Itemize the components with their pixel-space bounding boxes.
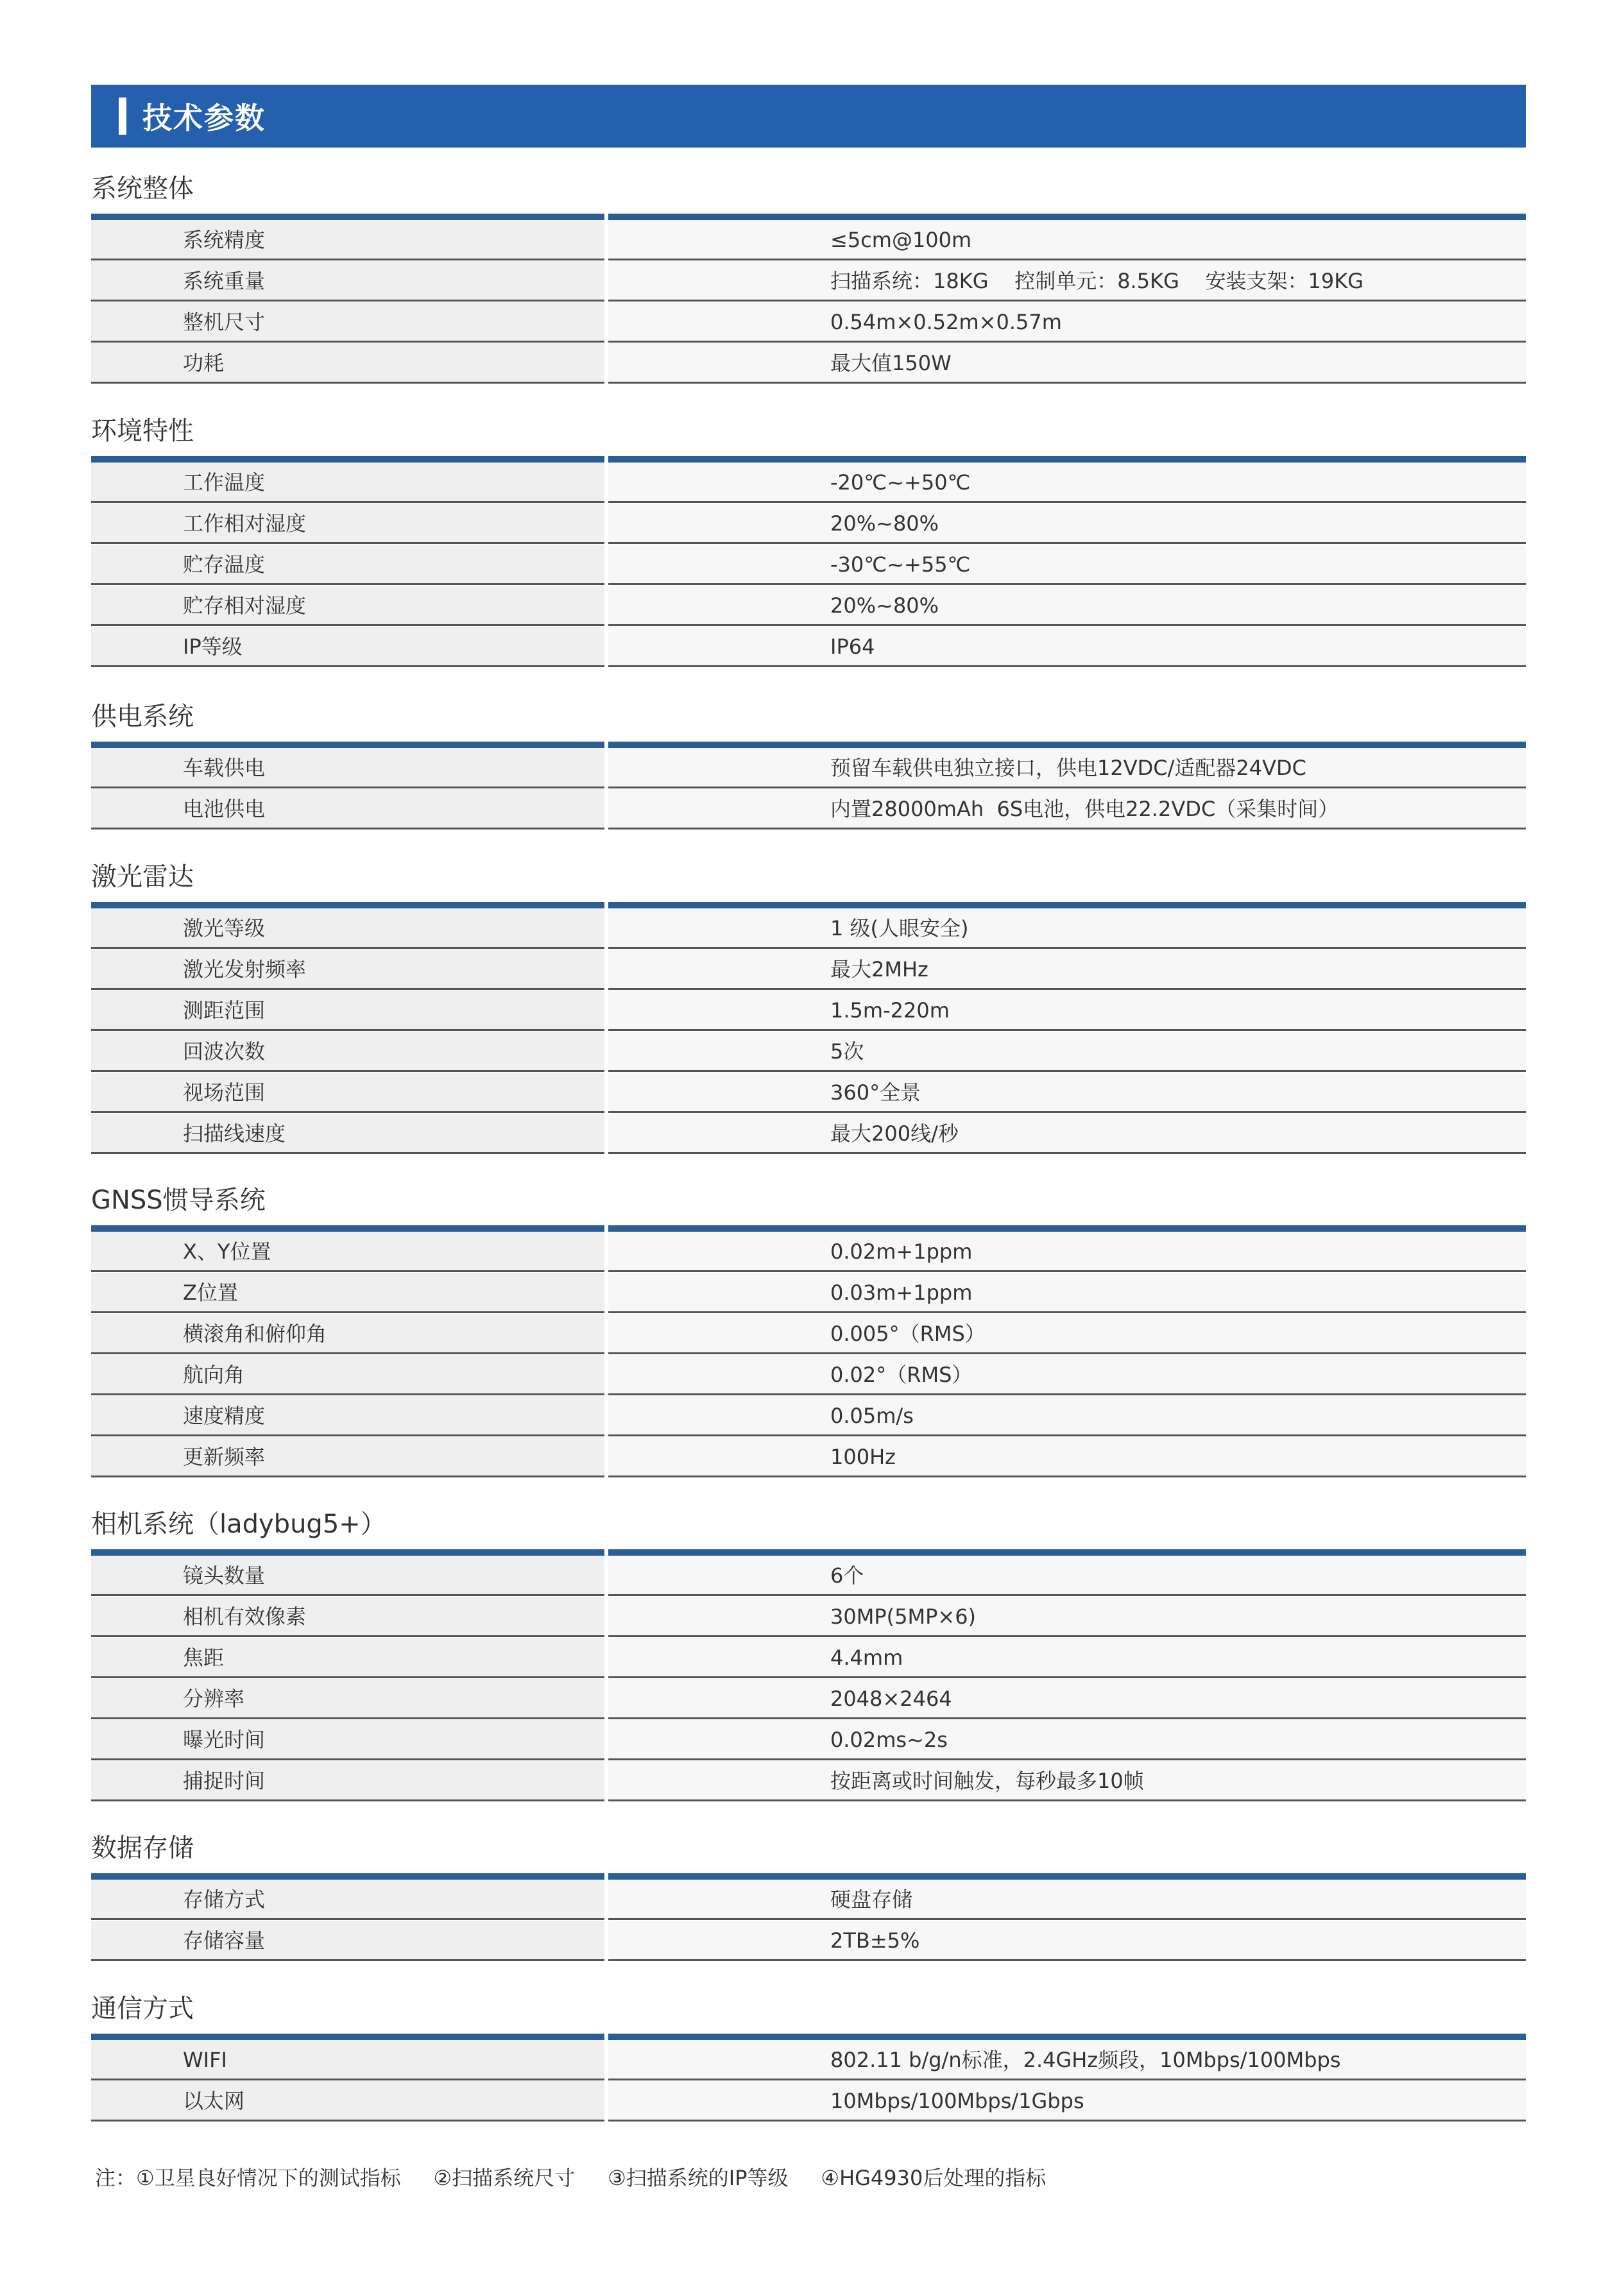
spec-value-cell: [608, 908, 1526, 949]
spec-value-cell: [608, 1720, 1526, 1760]
spec-label-cell: [91, 1232, 604, 1272]
spec-label-cell: [91, 949, 604, 990]
spec-label: 功耗: [183, 351, 225, 375]
spec-label: 贮存温度: [183, 552, 266, 577]
spec-value-cell: [608, 1437, 1526, 1477]
spec-value-cell: [608, 2081, 1526, 2122]
spec-value: 100Hz: [830, 1445, 896, 1469]
banner-accent-bar: [119, 98, 126, 135]
spec-label: 系统重量: [183, 269, 266, 293]
section-header-rule: [91, 742, 1526, 748]
spec-label-cell: [91, 908, 604, 949]
spec-row: [91, 1638, 1526, 1679]
spec-value-cell: [608, 991, 1526, 1031]
spec-value-cell: [608, 1073, 1526, 1113]
spec-label: 捕捉时间: [183, 1769, 266, 1793]
spec-value: 内置28000mAh 6S电池，供电22.2VDC（采集时间）: [830, 797, 1339, 821]
spec-row: [91, 1073, 1526, 1114]
spec-value-cell: [608, 220, 1526, 260]
spec-label-cell: [91, 1679, 604, 1719]
spec-value-cell: [608, 1273, 1526, 1313]
spec-value: 20%~80%: [830, 511, 939, 536]
spec-value: 1.5m-220m: [830, 998, 950, 1023]
spec-row: [91, 949, 1526, 991]
spec-label: 相机有效像素: [183, 1604, 307, 1629]
spec-row: [91, 1597, 1526, 1638]
spec-row: [91, 1679, 1526, 1720]
spec-row: [91, 2081, 1526, 2122]
section-header-rule: [91, 2034, 1526, 2040]
spec-row: [91, 1232, 1526, 1273]
spec-label: 工作温度: [183, 470, 266, 495]
spec-row: [91, 1556, 1526, 1597]
spec-label: 扫描线速度: [183, 1121, 286, 1146]
spec-label: 速度精度: [183, 1404, 266, 1428]
section-title: 激光雷达: [91, 862, 194, 892]
section-title: GNSS惯导系统: [91, 1186, 266, 1215]
spec-label: Z位置: [183, 1280, 238, 1305]
spec-label: 整机尺寸: [183, 310, 266, 334]
spec-label-cell: [91, 1880, 604, 1920]
spec-value: 0.02ms~2s: [830, 1728, 948, 1752]
spec-value-cell: [608, 1355, 1526, 1395]
spec-value: -30℃~+55℃: [830, 552, 971, 577]
spec-label: 镜头数量: [183, 1563, 266, 1588]
spec-value: 0.54m×0.52m×0.57m: [830, 310, 1062, 334]
spec-row: [91, 1921, 1526, 1962]
spec-label-cell: [91, 302, 604, 343]
spec-label: 曝光时间: [183, 1728, 266, 1752]
rule-right: [608, 902, 1526, 908]
spec-row: [91, 1761, 1526, 1802]
spec-label: 贮存相对湿度: [183, 593, 307, 618]
spec-value-cell: [608, 302, 1526, 343]
spec-label-cell: [91, 2081, 604, 2122]
spec-label: 更新频率: [183, 1445, 266, 1469]
spec-label-cell: [91, 1032, 604, 1072]
spec-value: 0.05m/s: [830, 1404, 914, 1428]
section-title: 环境特性: [91, 416, 194, 446]
spec-value: 10Mbps/100Mbps/1Gbps: [830, 2089, 1084, 2113]
spec-value-cell: [608, 1556, 1526, 1596]
spec-label: 横滚角和俯仰角: [183, 1322, 327, 1346]
spec-row: [91, 789, 1526, 830]
spec-value-cell: [608, 789, 1526, 829]
spec-label-cell: [91, 2040, 604, 2080]
spec-row: [91, 1355, 1526, 1396]
spec-value: 6个: [830, 1563, 864, 1588]
spec-label: X、Y位置: [183, 1239, 271, 1264]
spec-value: 预留车载供电独立接口，供电12VDC/适配器24VDC: [830, 756, 1306, 780]
spec-value: 最大值150W: [830, 351, 952, 375]
rule-left: [91, 742, 604, 748]
spec-row: [91, 343, 1526, 384]
spec-section: [91, 1984, 1526, 2122]
spec-value-cell: [608, 545, 1526, 585]
spec-label-cell: [91, 1114, 604, 1154]
spec-label-cell: [91, 220, 604, 260]
spec-value: 2TB±5%: [830, 1928, 920, 1953]
spec-label: 分辨率: [183, 1687, 245, 1711]
spec-section: [91, 852, 1526, 1155]
section-header-rule: [91, 456, 1526, 463]
spec-value-cell: [608, 1761, 1526, 1801]
spec-value-cell: [608, 949, 1526, 990]
spec-label: 车载供电: [183, 756, 266, 780]
section-title: 通信方式: [91, 1994, 194, 2023]
spec-value: 1 级(人眼安全): [830, 916, 969, 940]
spec-row: [91, 2040, 1526, 2081]
spec-section: [91, 692, 1526, 830]
spec-value-cell: [608, 1114, 1526, 1154]
spec-row: [91, 545, 1526, 586]
rule-right: [608, 1225, 1526, 1232]
section-title: 供电系统: [91, 702, 194, 731]
rule-left: [91, 214, 604, 220]
spec-label-cell: [91, 1437, 604, 1477]
footnote: 注：①卫星良好情况下的测试指标 ②扫描系统尺寸 ③扫描系统的IP等级 ④HG4930后处理的指标: [95, 2166, 1047, 2190]
spec-label: 视场范围: [183, 1080, 266, 1105]
spec-row: [91, 1396, 1526, 1437]
rule-right: [608, 1873, 1526, 1880]
spec-value: 360°全景: [830, 1080, 921, 1105]
spec-section: [91, 1175, 1526, 1478]
spec-row: [91, 1437, 1526, 1478]
spec-row: [91, 302, 1526, 343]
spec-row: [91, 1273, 1526, 1314]
spec-row: [91, 1314, 1526, 1355]
spec-row: [91, 1032, 1526, 1073]
spec-label: 系统精度: [183, 228, 266, 252]
spec-value: 0.005°（RMS）: [830, 1322, 986, 1346]
spec-value-cell: [608, 1679, 1526, 1719]
spec-label: 航向角: [183, 1363, 245, 1387]
spec-row: [91, 463, 1526, 504]
spec-value: 0.02°（RMS）: [830, 1363, 973, 1387]
spec-row: [91, 991, 1526, 1032]
spec-section: [91, 406, 1526, 668]
spec-value-cell: [608, 627, 1526, 667]
spec-row: [91, 261, 1526, 302]
spec-row: [91, 504, 1526, 545]
spec-label-cell: [91, 1761, 604, 1801]
spec-value: 按距离或时间触发，每秒最多10帧: [830, 1769, 1144, 1793]
spec-value: 5次: [830, 1039, 864, 1064]
spec-row: [91, 1720, 1526, 1761]
spec-label-cell: [91, 504, 604, 544]
rule-right: [608, 214, 1526, 220]
spec-label: WIFI: [183, 2048, 227, 2072]
spec-label-cell: [91, 343, 604, 384]
spec-value-cell: [608, 1314, 1526, 1354]
spec-label: 焦距: [183, 1645, 225, 1670]
spec-value-cell: [608, 1396, 1526, 1436]
spec-label: IP等级: [183, 634, 243, 659]
section-header-rule: [91, 214, 1526, 220]
spec-label-cell: [91, 991, 604, 1031]
spec-section: [91, 1823, 1526, 1962]
spec-label: 回波次数: [183, 1039, 266, 1064]
spec-value: 802.11 b/g/n标准，2.4GHz频段，10Mbps/100Mbps: [830, 2048, 1341, 2072]
spec-value-cell: [608, 343, 1526, 384]
spec-label-cell: [91, 1314, 604, 1354]
spec-value: 30MP(5MP×6): [830, 1604, 977, 1629]
rule-left: [91, 1225, 604, 1232]
spec-label-cell: [91, 1921, 604, 1961]
spec-section: [91, 164, 1526, 384]
page-title: 技术参数: [142, 101, 266, 135]
spec-row: [91, 220, 1526, 261]
spec-value-cell: [608, 1597, 1526, 1637]
spec-label-cell: [91, 789, 604, 829]
section-title: 数据存储: [91, 1833, 194, 1863]
spec-row: [91, 748, 1526, 789]
spec-value-cell: [608, 261, 1526, 302]
spec-value-cell: [608, 1232, 1526, 1272]
spec-label-cell: [91, 1556, 604, 1596]
rule-right: [608, 1549, 1526, 1556]
spec-value: 20%~80%: [830, 593, 939, 618]
spec-value-cell: [608, 748, 1526, 788]
rule-right: [608, 742, 1526, 748]
spec-label-cell: [91, 1073, 604, 1113]
spec-label-cell: [91, 1273, 604, 1313]
section-title: 相机系统（ladybug5+）: [91, 1509, 386, 1539]
spec-value-cell: [608, 1638, 1526, 1678]
rule-right: [608, 456, 1526, 463]
spec-row: [91, 586, 1526, 627]
spec-section: [91, 1499, 1526, 1802]
spec-row: [91, 1114, 1526, 1155]
spec-row: [91, 908, 1526, 949]
spec-label-cell: [91, 463, 604, 503]
spec-label: 工作相对湿度: [183, 511, 307, 536]
spec-value-cell: [608, 1880, 1526, 1920]
spec-label-cell: [91, 1638, 604, 1678]
section-header-rule: [91, 1873, 1526, 1880]
section-header-rule: [91, 1225, 1526, 1232]
spec-label-cell: [91, 1597, 604, 1637]
section-header-rule: [91, 902, 1526, 908]
spec-label: 电池供电: [183, 797, 266, 821]
spec-value: 0.03m+1ppm: [830, 1280, 973, 1305]
header-banner: [91, 85, 1526, 148]
spec-label: 存储容量: [183, 1928, 266, 1953]
spec-value-cell: [608, 2040, 1526, 2080]
spec-value: 0.02m+1ppm: [830, 1239, 973, 1264]
spec-label-cell: [91, 586, 604, 626]
section-title: 系统整体: [91, 174, 194, 203]
spec-value: -20℃~+50℃: [830, 470, 971, 495]
spec-label: 激光发射频率: [183, 957, 307, 982]
rule-left: [91, 2034, 604, 2040]
spec-value: 最大2MHz: [830, 957, 928, 982]
spec-label-cell: [91, 748, 604, 788]
spec-label-cell: [91, 627, 604, 667]
spec-label-cell: [91, 545, 604, 585]
spec-row: [91, 627, 1526, 668]
spec-value: 最大200线/秒: [830, 1121, 959, 1146]
rule-left: [91, 1873, 604, 1880]
spec-value: 硬盘存储: [830, 1887, 913, 1912]
spec-value-cell: [608, 463, 1526, 503]
rule-right: [608, 2034, 1526, 2040]
spec-label-cell: [91, 1355, 604, 1395]
spec-value-cell: [608, 504, 1526, 544]
spec-label: 存储方式: [183, 1887, 266, 1912]
spec-value-cell: [608, 586, 1526, 626]
spec-row: [91, 1880, 1526, 1921]
spec-label-cell: [91, 1720, 604, 1760]
spec-value-cell: [608, 1032, 1526, 1072]
rule-left: [91, 456, 604, 463]
spec-value: 扫描系统：18KG 控制单元：8.5KG 安装支架：19KG: [830, 269, 1364, 293]
spec-value-cell: [608, 1921, 1526, 1961]
spec-label: 以太网: [183, 2089, 245, 2113]
section-header-rule: [91, 1549, 1526, 1556]
spec-value: 4.4mm: [830, 1645, 903, 1670]
spec-label-cell: [91, 261, 604, 302]
spec-label: 测距范围: [183, 998, 266, 1023]
spec-value: 2048×2464: [830, 1687, 952, 1711]
rule-left: [91, 1549, 604, 1556]
spec-label: 激光等级: [183, 916, 266, 940]
rule-left: [91, 902, 604, 908]
spec-label-cell: [91, 1396, 604, 1436]
spec-value: IP64: [830, 634, 875, 659]
spec-value: ≤5cm@100m: [830, 228, 972, 252]
